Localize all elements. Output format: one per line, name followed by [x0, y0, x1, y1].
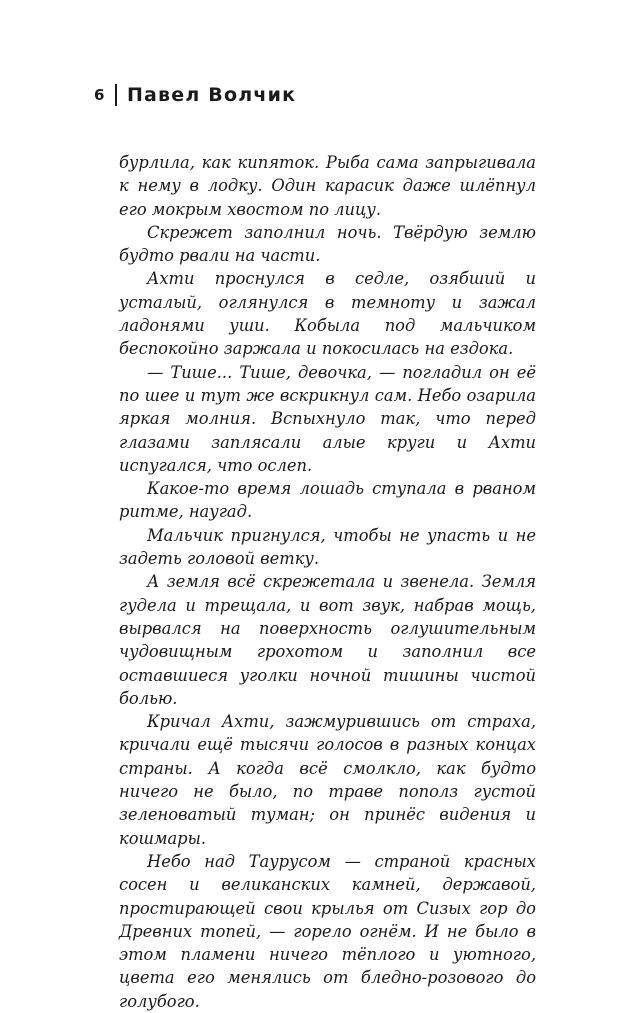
- paragraph: А земля всё скрежетала и звенела. Земля гудела и трещала, и вот звук, набрав мощь, вырвался на поверхность оглушительным чудовищным грохотом и заполнил все оставшиеся уголки ночной тишины чистой болью.: [119, 572, 536, 708]
- paragraph: бурлила, как кипяток. Рыба сама запрыгивала к нему в лодку. Один карасик даже шлёпнул его мокрым хвостом по лицу.: [119, 153, 536, 219]
- page-number: 6: [94, 86, 105, 104]
- paragraph: Какое-то время лошадь ступала в рваном ритме, наугад.: [119, 479, 536, 522]
- paragraph: Кричал Ахти, зажмурившись от страха, кричали ещё тысячи голосов в разных концах страны. А когда всё смолкло, как будто ничего не было, по траве пополз густой зеленоватый туман; он принёс видения и кошмары.: [119, 712, 536, 848]
- paragraph: Мальчик пригнулся, чтобы не упасть и не задеть головой ветку.: [119, 525, 536, 569]
- paragraph: Небо над Таурусом — страной красных сосен и великанских камней, державой, простирающей свои крылья от Сизых гор до Древних топей, — горело огнём. И не было в этом пламени ничего тёплого и уютного, цвета его менялись от бледно-розового до голубого.: [119, 851, 536, 1011]
- paragraph: — Тише... Тише, девочка, — погладил он её по шее и тут же вскрикнул сам. Небо озарила яркая молния. Вспыхнуло так, что перед глазами заплясали алые круги и Ахти испугался, что ослеп.: [119, 362, 536, 475]
- paragraph: Ахти проснулся в седле, озябший и усталый, оглянулся в темноту и зажал ладонями уши. Кобыла под мальчиком беспокойно заржала и покосилась на ездока.: [119, 269, 536, 359]
- paragraph: Скрежет заполнил ночь. Твёрдую землю будто рвали на части.: [119, 222, 536, 266]
- author-name: Павел Волчик: [126, 84, 297, 106]
- book-text: [119, 151, 536, 1013]
- running-header: [94, 82, 296, 108]
- header-divider: [115, 84, 117, 106]
